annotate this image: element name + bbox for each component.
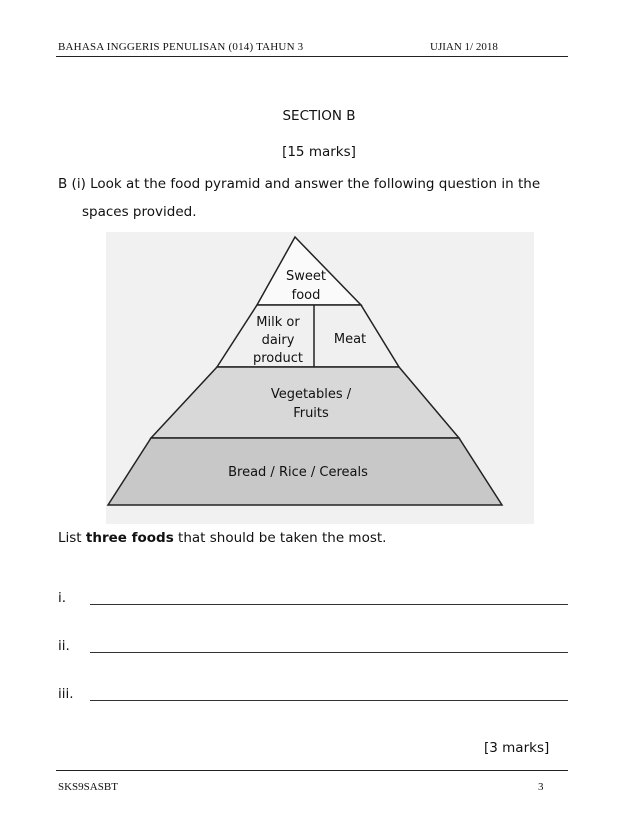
pyramid-label-veg-2: Fruits [293,406,329,421]
question-prompt [58,530,386,546]
answer-label: iii. [58,686,74,702]
footer-divider [56,770,568,771]
question-text-bold: three foods [85,530,174,546]
footer-code: SKS9SASBT [58,781,118,793]
question-marks: [3 marks] [484,740,550,756]
section-title: SECTION B [282,108,356,124]
pyramid-tier-milk-meat [217,305,399,367]
pyramid-label-bread: Bread / Rice / Cereals [228,465,368,480]
pyramid-label-veg-1: Vegetables / [270,387,352,402]
pyramid-label-milk-1: Milk or [256,315,300,330]
answer-label: ii. [58,638,70,654]
pyramid-label-milk-2: dairy [261,333,295,348]
answer-blank[interactable] [90,700,568,701]
page-number: 3 [538,781,544,793]
pyramid-label-meat: Meat [333,332,367,347]
answer-label: i. [58,590,67,606]
section-marks: [15 marks] [282,144,356,160]
pyramid-tier-vegetables [151,367,459,438]
answer-line-1[interactable] [58,590,568,610]
answer-blank[interactable] [90,604,568,605]
answer-line-2[interactable] [58,638,568,658]
question-text-after: that should be taken the most. [173,530,387,546]
pyramid-label-milk-3: product [252,351,304,366]
pyramid-label-sweet-2: food [291,288,321,303]
answer-line-3[interactable] [58,686,568,706]
instruction-line-2: spaces provided. [82,204,197,220]
answer-blank[interactable] [90,652,568,653]
pyramid-label-sweet-1: Sweet [286,269,326,284]
question-text-before: List [58,530,86,546]
header-title: BAHASA INGGERIS PENULISAN (014) TAHUN 3 [58,41,304,53]
header-exam-label: UJIAN 1/ 2018 [430,41,498,53]
instruction-line-1: B (i) Look at the food pyramid and answer the following question in the [58,176,541,192]
food-pyramid-diagram [106,232,534,524]
header-divider [56,56,568,57]
